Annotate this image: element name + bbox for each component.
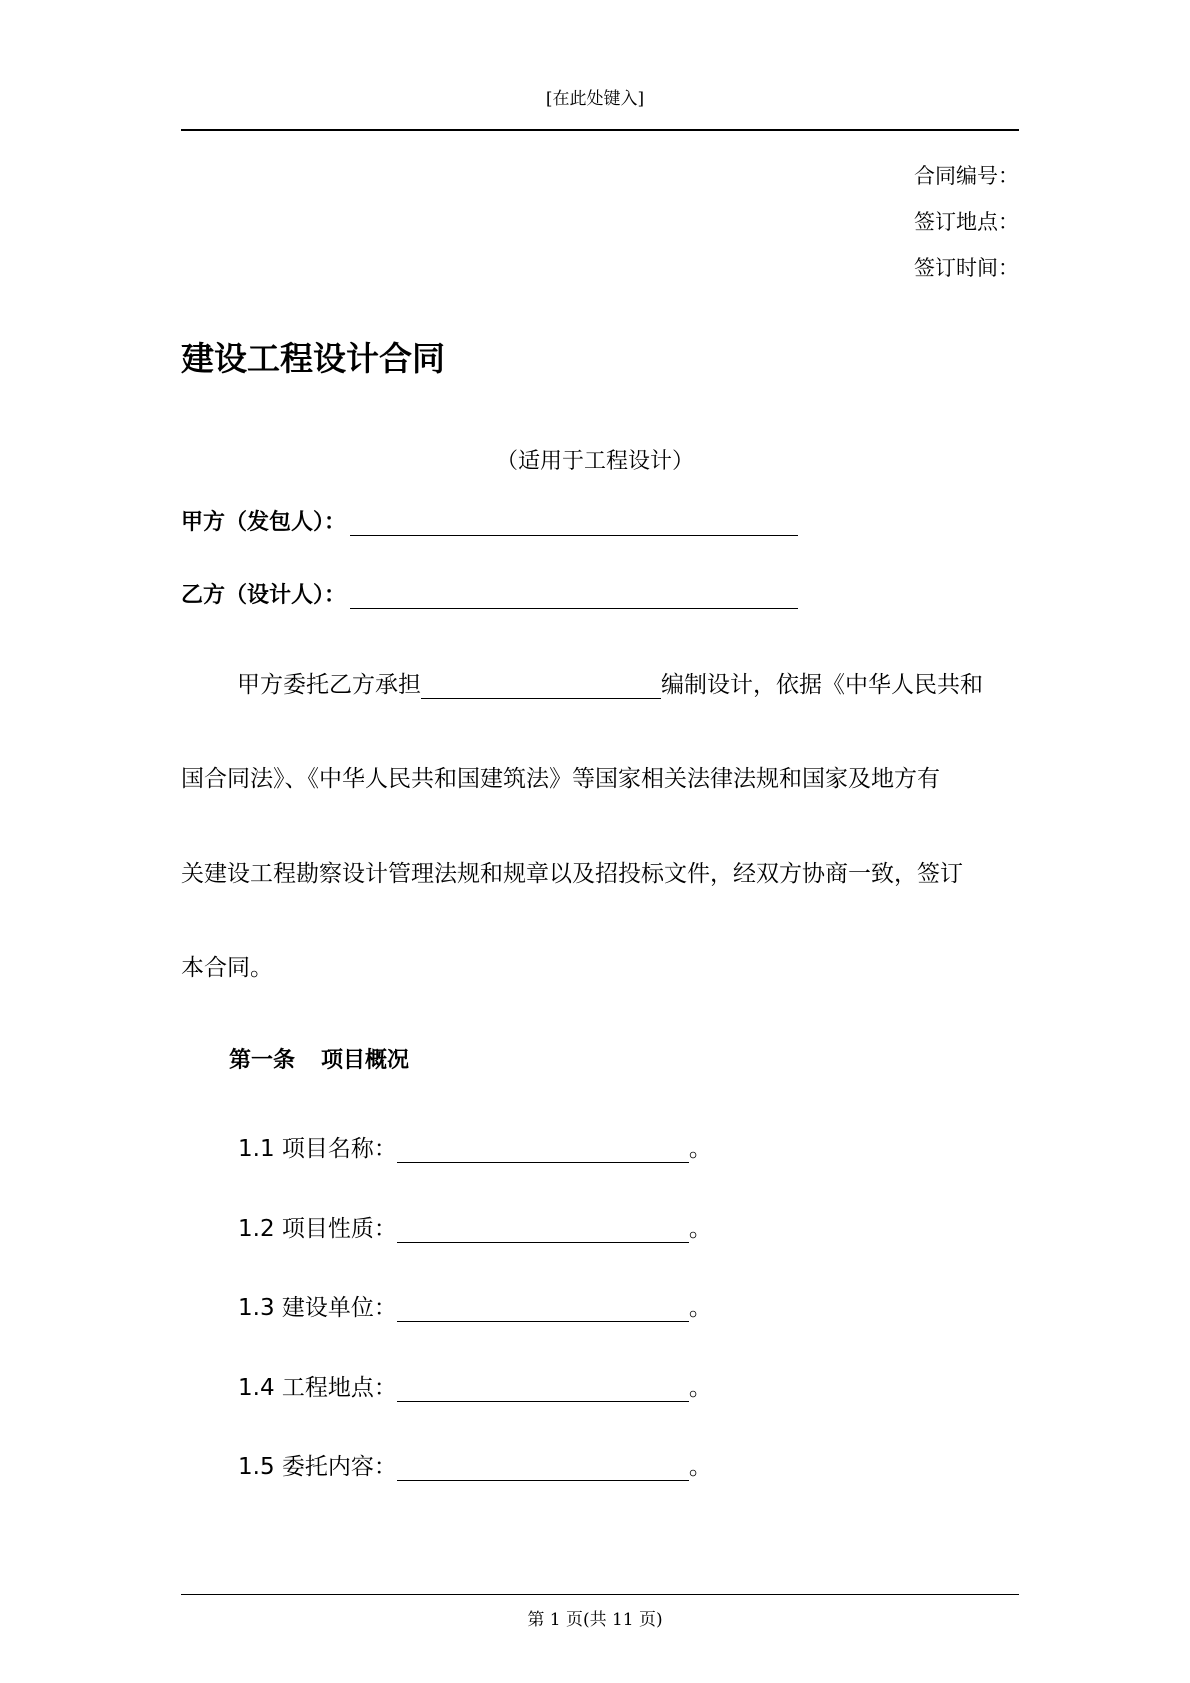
item-label: 1.2 项目性质： xyxy=(238,1216,397,1242)
sign-time-label: 签订时间： xyxy=(914,256,1019,280)
article-1-title: 项目概况 xyxy=(321,1048,410,1073)
sign-place-label: 签订地点： xyxy=(914,210,1019,234)
list-item xyxy=(238,1369,712,1402)
item-end: 。 xyxy=(688,1216,712,1242)
article-1-heading xyxy=(229,1043,409,1074)
intro-line-1 xyxy=(181,666,1019,699)
project-location-blank[interactable] xyxy=(397,1377,689,1402)
party-b-row xyxy=(181,578,798,609)
construction-unit-blank[interactable] xyxy=(397,1297,689,1322)
document-title: 建设工程设计合同 xyxy=(181,339,445,378)
intro-line-1-after: 编制设计，依据《中华人民共和 xyxy=(661,672,983,698)
item-label: 1.1 项目名称： xyxy=(238,1136,397,1162)
document-subtitle: （适用于工程设计） xyxy=(495,449,694,474)
intro-line-1-before: 甲方委托乙方承担 xyxy=(237,672,421,698)
party-a-blank[interactable] xyxy=(350,511,798,536)
party-b-label: 乙方（设计人）： xyxy=(181,583,347,608)
list-item xyxy=(238,1448,712,1481)
intro-line-2: 国合同法》、《中华人民共和国建筑法》等国家相关法律法规和国家及地方有 xyxy=(181,766,940,792)
project-blank[interactable] xyxy=(421,674,661,699)
commission-content-blank[interactable] xyxy=(397,1456,689,1481)
article-1-number: 第一条 xyxy=(229,1048,296,1073)
page-number: 第 1 页(共 11 页) xyxy=(527,1610,663,1630)
footer-rule xyxy=(181,1594,1019,1595)
list-item xyxy=(238,1210,712,1243)
list-item xyxy=(238,1130,712,1163)
intro-line-4: 本合同。 xyxy=(181,955,273,981)
list-item xyxy=(238,1289,712,1322)
item-end: 。 xyxy=(688,1136,712,1162)
project-name-blank[interactable] xyxy=(397,1138,689,1163)
item-label: 1.3 建设单位： xyxy=(238,1295,397,1321)
page-header[interactable]: [在此处键入] xyxy=(545,89,645,109)
party-b-blank[interactable] xyxy=(350,584,798,609)
item-end: 。 xyxy=(688,1454,712,1480)
item-end: 。 xyxy=(688,1295,712,1321)
item-label: 1.5 委托内容： xyxy=(238,1454,397,1480)
intro-line-3: 关建设工程勘察设计管理法规和规章以及招投标文件，经双方协商一致，签订 xyxy=(181,861,963,887)
party-a-row xyxy=(181,505,798,536)
item-label: 1.4 工程地点： xyxy=(238,1375,397,1401)
project-nature-blank[interactable] xyxy=(397,1218,689,1243)
party-a-label: 甲方（发包人）： xyxy=(181,510,347,535)
header-rule xyxy=(181,129,1019,131)
contract-number-label: 合同编号： xyxy=(914,164,1019,188)
item-end: 。 xyxy=(688,1375,712,1401)
